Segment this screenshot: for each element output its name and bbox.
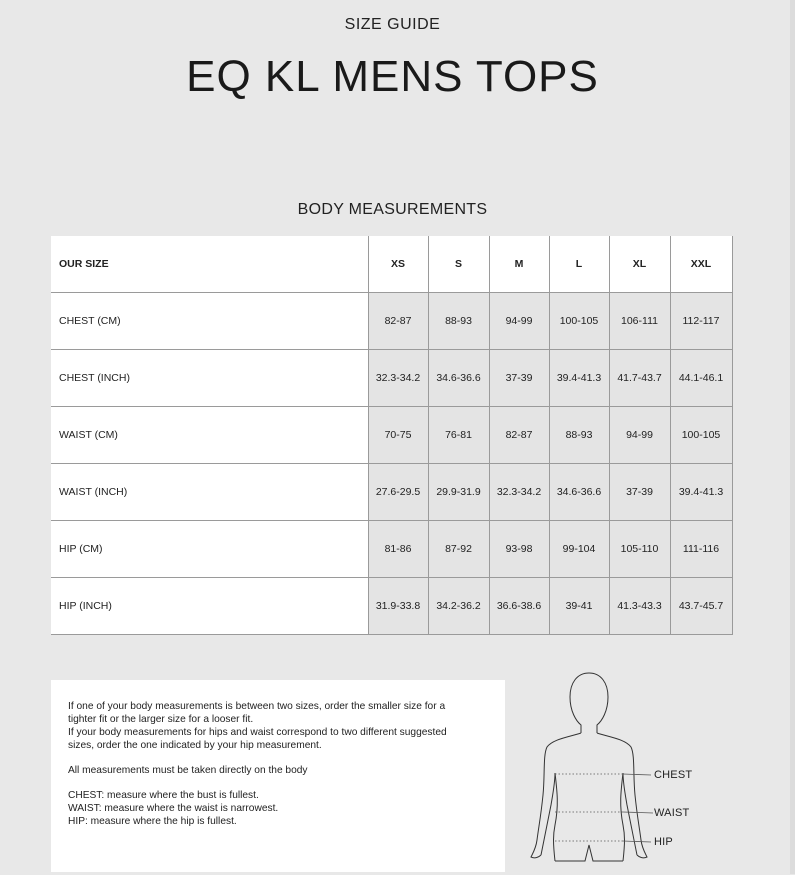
table-cell: 93-98 <box>489 521 549 578</box>
size-header-xl: XL <box>609 236 670 293</box>
measurement-notes <box>51 680 505 872</box>
table-cell: 39-41 <box>549 578 609 635</box>
body-measurements-heading: BODY MEASUREMENTS <box>297 201 488 218</box>
body-outline-icon <box>525 665 725 870</box>
table-cell: 106-111 <box>609 293 670 350</box>
table-cell: 34.6-36.6 <box>549 464 609 521</box>
note-line: sizes, order the one indicated by your hip measurement. <box>68 740 322 751</box>
table-cell: 94-99 <box>489 293 549 350</box>
table-cell: 34.2-36.2 <box>428 578 489 635</box>
our-size-label: OUR SIZE <box>51 236 368 293</box>
table-cell: 39.4-41.3 <box>670 464 732 521</box>
size-header-row <box>51 236 732 293</box>
table-cell: 88-93 <box>549 407 609 464</box>
row-label: HIP (INCH) <box>51 578 368 635</box>
page-edge <box>790 0 795 874</box>
row-label: WAIST (INCH) <box>51 464 368 521</box>
row-label: CHEST (CM) <box>51 293 368 350</box>
table-cell: 105-110 <box>609 521 670 578</box>
table-cell: 94-99 <box>609 407 670 464</box>
table-cell: 81-86 <box>368 521 428 578</box>
table-row <box>51 350 732 407</box>
table-cell: 31.9-33.8 <box>368 578 428 635</box>
table-cell: 29.9-31.9 <box>428 464 489 521</box>
size-table <box>51 236 733 635</box>
table-cell: 111-116 <box>670 521 732 578</box>
size-header-xs: XS <box>368 236 428 293</box>
table-cell: 70-75 <box>368 407 428 464</box>
note-line: If one of your body measurements is between two sizes, order the smaller size for a <box>68 701 446 712</box>
row-label: WAIST (CM) <box>51 407 368 464</box>
note-line: HIP: measure where the hip is fullest. <box>68 816 237 827</box>
note-line: tighter fit or the larger size for a looser fit. <box>68 714 254 725</box>
table-cell: 112-117 <box>670 293 732 350</box>
size-header-xxl: XXL <box>670 236 732 293</box>
table-cell: 36.6-38.6 <box>489 578 549 635</box>
table-cell: 82-87 <box>489 407 549 464</box>
row-label: CHEST (INCH) <box>51 350 368 407</box>
body-figure <box>525 665 725 870</box>
size-header-m: M <box>489 236 549 293</box>
table-row <box>51 521 732 578</box>
note-line: If your body measurements for hips and waist correspond to two different suggested <box>68 727 447 738</box>
table-cell: 43.7-45.7 <box>670 578 732 635</box>
table-cell: 37-39 <box>489 350 549 407</box>
table-cell: 27.6-29.5 <box>368 464 428 521</box>
table-cell: 99-104 <box>549 521 609 578</box>
size-guide-kicker: SIZE GUIDE <box>344 16 441 33</box>
table-cell: 41.3-43.3 <box>609 578 670 635</box>
size-header-l: L <box>549 236 609 293</box>
table-cell: 39.4-41.3 <box>549 350 609 407</box>
table-cell: 87-92 <box>428 521 489 578</box>
table-cell: 100-105 <box>670 407 732 464</box>
table-cell: 37-39 <box>609 464 670 521</box>
note-line: WAIST: measure where the waist is narrowest. <box>68 803 279 814</box>
table-cell: 76-81 <box>428 407 489 464</box>
page-title: EQ KL MENS TOPS <box>186 52 599 101</box>
note-line: All measurements must be taken directly on the body <box>68 765 308 776</box>
waist-label: WAIST <box>654 807 690 819</box>
table-cell: 44.1-46.1 <box>670 350 732 407</box>
table-row <box>51 578 732 635</box>
size-header-s: S <box>428 236 489 293</box>
row-label: HIP (CM) <box>51 521 368 578</box>
hip-label: HIP <box>654 836 673 848</box>
note-line: CHEST: measure where the bust is fullest. <box>68 790 259 801</box>
chest-label: CHEST <box>654 769 693 781</box>
table-cell: 41.7-43.7 <box>609 350 670 407</box>
table-cell: 32.3-34.2 <box>489 464 549 521</box>
table-cell: 82-87 <box>368 293 428 350</box>
table-cell: 32.3-34.2 <box>368 350 428 407</box>
table-cell: 88-93 <box>428 293 489 350</box>
table-cell: 100-105 <box>549 293 609 350</box>
table-row <box>51 293 732 350</box>
table-row <box>51 407 732 464</box>
table-cell: 34.6-36.6 <box>428 350 489 407</box>
table-row <box>51 464 732 521</box>
